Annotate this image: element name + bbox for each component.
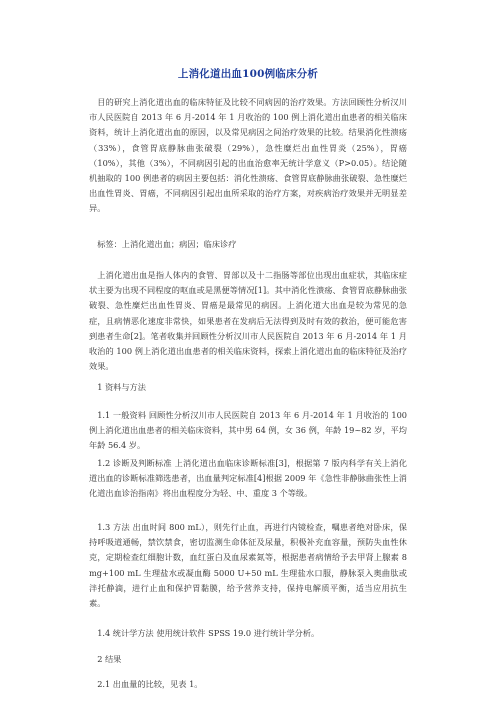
document-title: 上消化道出血100例临床分析 (177, 68, 319, 80)
keywords-paragraph: 标签：上消化道出血；病因；临床诊疗 (97, 239, 237, 249)
section-heading-results: 2 结果 (97, 654, 122, 664)
subsection-statistics: 1.4 统计学方法 使用统计软件 SPSS 19.0 进行统计学分析。 (97, 628, 320, 638)
subsection-diagnosis-criteria: 1.2 诊断及判断标准 上消化道出血临床诊断标准[3]，根据第 7 版内科学有关上消化道出血的诊断标准筛选患者，出血量判定标准[4]根据 2009 年《急性非静脉曲张性上消化道出血诊治指南》将出血程度分为轻、中、重度 3 个等级。 (89, 458, 407, 499)
abstract-paragraph: 目的研究上消化道出血的临床特征及比较不同病因的治疗效果。方法回顾性分析汉川市人民医院自 2013 年 6 月-2014 年 1 月收治的 100 例上消化道出血患者的相关临床资料，统计上消化道出血的原因，以及常见病因之间治疗效果的比较。结果消化性溃疡（33%），食管胃底静脉曲张破裂（29%），急性糜烂出血性胃炎（25%），胃癌（10%），其他（3%），不同病因引起的出血治愈率无统计学意义（P>0.05）。结论随机抽取的 100 例患者的病因主要包括：消化性溃疡、食管胃底静脉曲张破裂、急性糜烂出血性胃炎、胃癌，不同病因引起出血所采取的治疗方案，对疾病治疗效果并无明显差异。 (89, 97, 407, 214)
section-heading-methods: 1 资料与方法 (97, 382, 146, 392)
subsection-general-data: 1.1 一般资料 回顾性分析汉川市人民医院自 2013 年 6 月-2014 年 1 月收治的 100 例上消化道出血患者的相关临床资料，其中男 64 例，女 36 例，年龄 19~82 岁，平均年龄 56.4 岁。 (89, 410, 407, 451)
subsection-methods: 1.3 方法 出血时间 800 mL），则先行止血，再进行内镜检查，嘱患者绝对卧床，保持呼吸道通畅，禁饮禁食，密切监测生命体征及尿量，积极补充血容量，预防失血性休克，定期检查红细胞计数，血红蛋白及血尿素氮等，根据患者病情给予去甲肾上腺素 8 mg+100 mL 生理盐水或凝血酶 5000 U+50 mL 生理盐水口服，静脉泵入奥曲肽或泮托静滴，进行止血和保护胃黏膜，给予营养支持，保持电解质平衡，适当应用抗生素。 (89, 522, 407, 609)
subsection-bleeding-volume: 2.1 出血量的比较，见表 1。 (97, 679, 203, 689)
intro-paragraph: 上消化道出血是指人体内的食管、胃部以及十二指肠等部位出现出血症状，其临床症状主要为出现不同程度的呕血或是黑便等情况[1]。其中消化性溃疡、食管胃底静脉曲张破裂、急性糜烂出血性胃炎、胃癌是最常见的病因。上消化道大出血是较为常见的急症，且病情恶化速度非常快，如果患者在发病后无法得到及时有效的救治，便可能危害到患者生命[2]。笔者收集并回顾性分析汉川市人民医院自 2013 年 6 月-2014 年 1 月收治的 100 例上消化道出血患者的相关临床资料，探索上消化道出血的临床特征及治疗效果。 (89, 270, 407, 372)
